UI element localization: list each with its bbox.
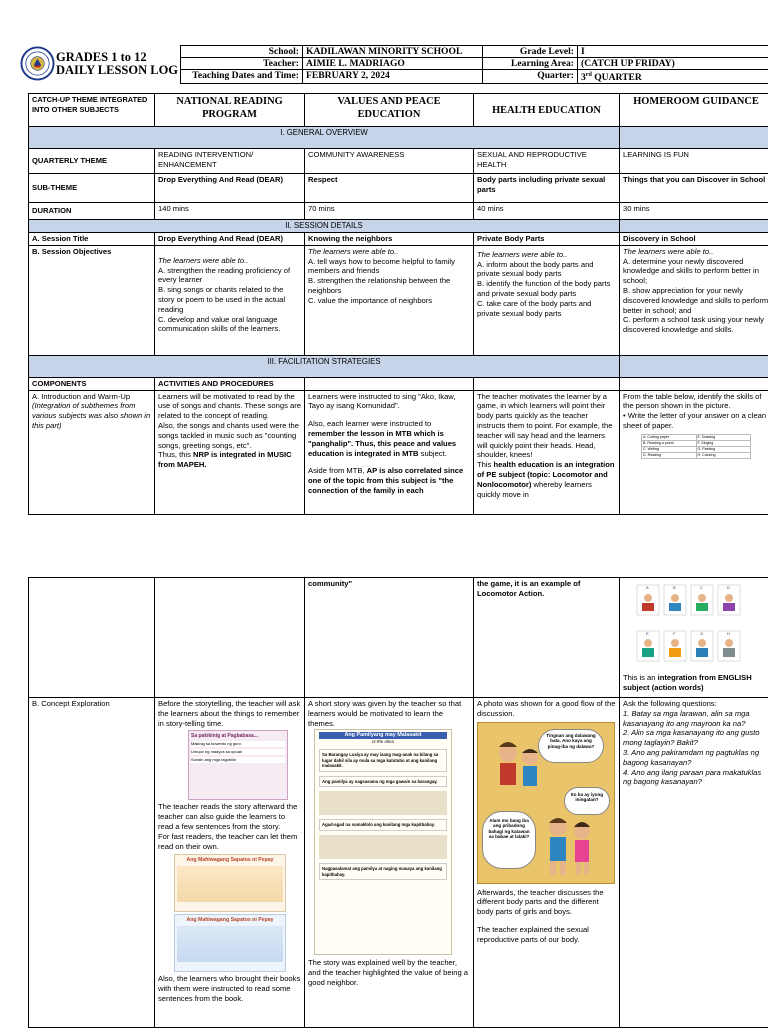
deped-seal-icon <box>20 46 55 81</box>
concept-reading-c: For fast readers, the teacher can let them read on their own. <box>158 832 301 852</box>
school-value: KADILAWAN MINORITY SCHOOL <box>303 46 483 58</box>
picture-row-top <box>637 585 740 615</box>
dates-value: FEBRUARY 2, 2024 <box>303 70 483 84</box>
objectives-health-a: A. inform about the body parts and private sexual body parts <box>477 260 616 280</box>
intro-reading-a: Learners will be motivated to read by the use of songs and chants. These songs are related to the concept of reading. <box>158 392 301 421</box>
duration-reading: 140 mins <box>155 203 305 220</box>
intro-homeroom-a: From the table below, identify the skills of the person shown in the picture. <box>623 392 768 412</box>
reminder-card-line: Makinig sa kuwento ng guro <box>191 741 285 747</box>
intro-reading <box>155 390 305 514</box>
intro-values-b1: Also, each learner were instructed to <box>308 419 431 428</box>
grade-value: I <box>578 46 768 58</box>
skill-cell: H. Coloring <box>696 452 751 458</box>
skill-cell: A. Cutting paper <box>642 434 697 440</box>
column-header-health: HEALTH EDUCATION <box>474 94 620 127</box>
skill-cell: F. Singing <box>696 440 751 446</box>
concept-label: B. Concept Exploration <box>29 698 155 1028</box>
reminder-card <box>188 730 288 800</box>
poster-bubble-1: Tingnan ang dalawang bata. Ano kaya ang pinag-iba ng dalawa? <box>538 729 604 763</box>
question-3: 3. Ano ang pakiramdam ng pagtuklas ng bagong kasanayan? <box>623 748 768 768</box>
story-sheet <box>314 729 452 955</box>
skill-cell: D. Reading <box>642 452 697 458</box>
objectives-health-b: B. identify the function of the body parts and private sexual body parts <box>477 279 616 299</box>
poster-bubble-2: Alam mo bang iba ang pribadong bahagi ng katawan sa babae at lalaki? <box>482 811 536 869</box>
concept-health <box>474 698 620 1028</box>
intro-health-b3: whereby learners quickly move in <box>477 480 592 499</box>
intro-values-b3: subject. <box>419 449 447 458</box>
picture-letter: E <box>646 631 649 636</box>
sub-theme-health: Body parts including private sexual parts <box>474 174 620 203</box>
story-illustration <box>319 835 447 859</box>
homeroom-integration-1: This is an <box>623 673 658 682</box>
section-band-cell <box>620 220 768 233</box>
skills-pictures <box>635 581 745 671</box>
teacher-value: AIMIE L. MADRIAGO <box>303 58 483 70</box>
sub-theme-homeroom: Things that you can Discover in School <box>620 174 768 203</box>
intro-reading-c <box>158 450 301 470</box>
quarterly-theme-reading: READING INTERVENTION/ ENHANCEMENT <box>155 149 305 174</box>
components-label: COMPONENTS <box>29 377 155 390</box>
objectives-values-a: A. tell ways how to become helpful to family members and friends <box>308 257 470 277</box>
objectives-health <box>474 245 620 355</box>
lesson-table-page1 <box>28 93 768 515</box>
quarterly-theme-label: QUARTERLY THEME <box>29 149 155 174</box>
quarter-value <box>578 70 768 84</box>
intro-label <box>29 390 155 514</box>
session-title-values: Knowing the neighbors <box>305 233 474 246</box>
section-band-cell <box>620 355 768 377</box>
form-title-line2: DAILY LESSON LOG <box>56 64 178 77</box>
duration-values: 70 mins <box>305 203 474 220</box>
question-1: 1. Batay sa mga larawan, alin sa mga kasanayang ito ang mayroon ka na? <box>623 709 768 729</box>
story-paragraph: Nagpasalamat ang pamilya at naging masaya ang kanilang kapitbahay. <box>319 863 447 880</box>
continued-reading <box>155 578 305 698</box>
concept-health-c: The teacher explained the sexual reproductive parts of our body. <box>477 925 616 945</box>
duration-homeroom: 30 mins <box>620 203 768 220</box>
concept-reading-d: Also, the learners who brought their books with them were instructed to read some sentences from the book. <box>158 974 301 1003</box>
column-header-values: VALUES AND PEACE EDUCATION <box>305 94 474 127</box>
activities-label: ACTIVITIES AND PROCEDURES <box>155 377 305 390</box>
intro-values <box>305 390 474 514</box>
body-parts-poster <box>477 722 615 884</box>
concept-health-a: A photo was shown for a good flow of the discussion. <box>477 699 616 719</box>
picture-letter: C <box>700 585 703 590</box>
intro-reading-c1: Thus, this <box>158 450 193 459</box>
quarter-suffix: rd <box>586 72 592 78</box>
column-header-reading: NATIONAL READING PROGRAM <box>155 94 305 127</box>
concept-values-a: A short story was given by the teacher so that learners would be motivated to learn the themes. <box>308 699 470 728</box>
skill-cell: G. Painting <box>696 446 751 452</box>
picture-row-bottom <box>637 631 740 661</box>
header-info-table <box>180 45 768 84</box>
homeroom-integration-note <box>623 673 768 693</box>
picture-letter: F <box>673 631 676 636</box>
objectives-values-intro: The learners were able to.. <box>308 247 470 257</box>
intro-values-a: Learners were instructed to sing "Ako, Ikaw, Tayo ay isang Komunidad". <box>308 392 470 412</box>
sub-theme-label: SUB-THEME <box>29 174 155 203</box>
question-4: 4. Ano ang ilang paraan para makatuklas ng bagong kasanayan? <box>623 768 768 788</box>
intro-health-b <box>477 460 616 499</box>
components-empty <box>620 377 768 390</box>
intro-reading-c2: NRP is integrated in MUSIC from MAPEH. <box>158 450 292 469</box>
intro-values-c <box>308 466 470 495</box>
picture-letter: H <box>727 631 730 636</box>
story-paragraph: Sa Barangay Lusiya ay may isang mag-anak na bilang sa lugar dahil sila ay mula sa mga katutubo at ang kanilang malasakit. <box>319 749 447 772</box>
session-title-reading: Drop Everything And Read (DEAR) <box>155 233 305 246</box>
section-general-overview: I. GENERAL OVERVIEW <box>29 127 620 149</box>
storybook-title: Ang Mahiwagang Sapatos ni Pepay <box>177 917 283 923</box>
objectives-health-intro: The learners were able to.. <box>477 250 616 260</box>
storybook-illustration <box>177 926 283 962</box>
story-title: Ang Pamilyang may Malasakit <box>319 732 447 739</box>
story-author: ni Rio Alma <box>319 739 447 745</box>
skills-mini-table <box>641 434 751 459</box>
reminder-card-title: Sa pakikinig at Pagbabasa... <box>191 733 285 739</box>
learning-area-value: (CATCH UP FRIDAY) <box>578 58 768 70</box>
objectives-reading-c: C. develop and value oral language communication skills of the learners. <box>158 315 301 335</box>
sub-theme-reading: Drop Everything And Read (DEAR) <box>155 174 305 203</box>
storybook-page-2 <box>174 914 286 972</box>
intro-homeroom <box>620 390 768 514</box>
session-title-health: Private Body Parts <box>474 233 620 246</box>
objectives-homeroom-b: B. show appreciation for your newly discovered knowledge and skills to perform better in school; and <box>623 286 768 315</box>
section-session-details: II. SESSION DETAILS <box>29 220 620 233</box>
session-title-homeroom: Discovery in School <box>620 233 768 246</box>
objectives-values-b: B. strengthen the relationship between the neighbors <box>308 276 470 296</box>
components-empty <box>305 377 474 390</box>
reminder-card-line: Umupo ng maayos sa upuan <box>191 749 285 755</box>
storybook-page-1 <box>174 854 286 912</box>
objectives-reading-intro: The learners were able to.. <box>158 256 301 266</box>
learning-area-label: Learning Area: <box>483 58 578 70</box>
intro-health-b2: health education is an integration of PE subject (topic: Locomotor and Nonlocomotor) <box>477 460 615 489</box>
teacher-label: Teacher: <box>181 58 303 70</box>
objectives-homeroom-c: C. perform a school task using your newly discovered knowledge and skills. <box>623 315 768 335</box>
column-header-theme: CATCH-UP THEME INTEGRATED INTO OTHER SUBJECTS <box>29 94 155 127</box>
intro-homeroom-b: • Write the letter of your answer on a clean sheet of paper. <box>623 411 768 431</box>
story-paragraph: Agad-agad na sumaklolo ang kanilang mga kapitbahay. <box>319 819 447 831</box>
continued-values: community" <box>305 578 474 698</box>
intro-reading-b: Also, the songs and chants used were the songs tackled in music such as "counting songs, greeting songs, etc". <box>158 421 301 450</box>
intro-health <box>474 390 620 514</box>
objectives-reading <box>155 245 305 355</box>
session-title-label: A. Session Title <box>29 233 155 246</box>
concept-reading-a: Before the storytelling, the teacher will ask the learners about the things to remember in story-telling time. <box>158 699 301 728</box>
picture-letter: D <box>727 585 730 590</box>
intro-label-main: A. Introduction and Warm-Up <box>32 392 130 401</box>
objectives-values-c: C. value the importance of neighbors <box>308 296 470 306</box>
objectives-reading-b: B. sing songs or chants related to the story or poem to be used in the actual reading <box>158 285 301 314</box>
intro-values-b <box>308 419 470 458</box>
intro-health-a: The teacher motivates the learner by a game, in which learners will point their body parts quickly as the teacher instructs them to point. For example, the teacher will say head and the learners will quickly point their heads. Head, shoulder, knees! <box>477 392 616 461</box>
intro-values-c1: Aside from MTB, <box>308 466 367 475</box>
continued-homeroom <box>620 578 768 698</box>
objectives-health-c: C. take care of the body parts and private sexual body parts <box>477 299 616 319</box>
homeroom-integration-2: integration from ENGLISH subject (action words) <box>623 673 752 692</box>
objectives-homeroom-a: A. determine your newly discovered knowledge and skills to perform better in school; <box>623 257 768 286</box>
duration-health: 40 mins <box>474 203 620 220</box>
storybook-illustration <box>177 866 283 902</box>
poster-bubble-3: Ito ba ay iyong iningatan? <box>564 787 610 815</box>
quarterly-theme-values: COMMUNITY AWARENESS <box>305 149 474 174</box>
story-illustration <box>319 791 447 815</box>
concept-homeroom-intro: Ask the following questions: <box>623 699 768 709</box>
grade-label: Grade Level: <box>483 46 578 58</box>
skill-cell: C. Writing <box>642 446 697 452</box>
concept-homeroom <box>620 698 768 1028</box>
question-2: 2. Alin sa mga kasanayang ito ang gusto mong taglayin? Bakit? <box>623 728 768 748</box>
concept-values <box>305 698 474 1028</box>
continued-label <box>29 578 155 698</box>
quarterly-theme-health: SEXUAL AND REPRODUCTIVE HEALTH <box>474 149 620 174</box>
picture-letter: B <box>673 585 676 590</box>
section-band-cell <box>620 127 768 149</box>
section-facilitation: III. FACILITATION STRATEGIES <box>29 355 620 377</box>
form-title-line1: GRADES 1 to 12 <box>56 51 178 64</box>
dates-label: Teaching Dates and Time: <box>181 70 303 84</box>
objectives-label: B. Session Objectives <box>29 245 155 355</box>
continued-health: the game, it is an example of Locomotor Action. <box>474 578 620 698</box>
intro-values-b2: remember the lesson in MTB which is "panghalip". Thus, this peace and values education is integrated in MTB <box>308 429 456 458</box>
objectives-homeroom <box>620 245 768 355</box>
quarterly-theme-homeroom: LEARNING IS FUN <box>620 149 768 174</box>
concept-health-b: Afterwards, the teacher discusses the different body parts and the different body parts of girls and boys. <box>477 888 616 917</box>
skill-cell: B. Reading a poem <box>642 440 697 446</box>
sub-theme-values: Respect <box>305 174 474 203</box>
column-header-homeroom: HOMEROOM GUIDANCE <box>620 94 768 127</box>
skill-cell: E. Drawing <box>696 434 751 440</box>
picture-letter: A <box>646 585 649 590</box>
intro-label-note: (Integration of subthemes from various subjects was also shown in this part) <box>32 401 150 430</box>
reminder-card-line: Sundin ang mga tagubilin <box>191 757 285 763</box>
lesson-table-page2 <box>28 577 768 1028</box>
form-title <box>56 51 178 77</box>
quarter-label: Quarter: <box>483 70 578 84</box>
duration-label: DURATION <box>29 203 155 220</box>
objectives-values <box>305 245 474 355</box>
story-paragraph: Ang pamilya ay nagsasama ng mga gawain sa barangay. <box>319 776 447 788</box>
concept-values-b: The story was explained well by the teacher, and the teacher highlighted the value of being a good neighbor. <box>308 958 470 987</box>
objectives-homeroom-intro: The learners were able to.. <box>623 247 768 257</box>
intro-health-b1: This <box>477 460 493 469</box>
intro-values-c2: AP is also correlated since one of the topic from this subject is "the connection of the family in each <box>308 466 463 495</box>
storybook-title: Ang Mahiwagang Sapatos ni Pepay <box>177 857 283 863</box>
picture-letter: G <box>700 631 703 636</box>
components-empty <box>474 377 620 390</box>
quarter-number: 3 <box>581 72 586 83</box>
concept-reading <box>155 698 305 1028</box>
quarter-word: QUARTER <box>594 72 642 83</box>
school-label: School: <box>181 46 303 58</box>
objectives-reading-a: A. strengthen the reading proficiency of every learner <box>158 266 301 286</box>
concept-reading-b: The teacher reads the story afterward the teacher can also guide the learners to read a few sentences from the story. <box>158 802 301 831</box>
